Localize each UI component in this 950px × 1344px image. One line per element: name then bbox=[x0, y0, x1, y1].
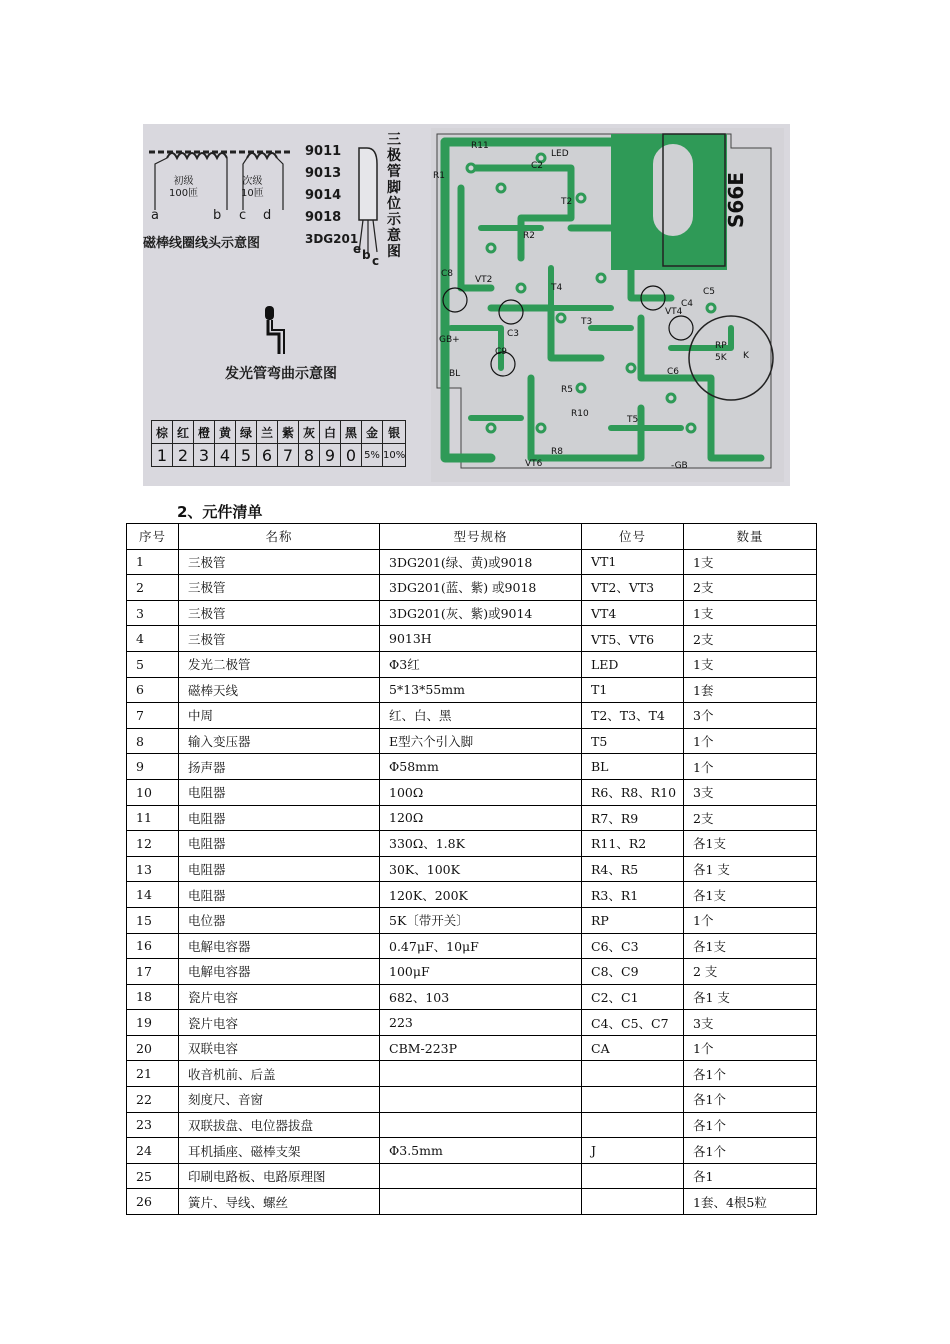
cell-spec bbox=[380, 1163, 582, 1189]
cell-name: 电阻器 bbox=[179, 831, 380, 857]
cell-name: 电阻器 bbox=[179, 779, 380, 805]
cell-quantity: 2 支 bbox=[684, 959, 817, 985]
cell-quantity: 3支 bbox=[684, 1010, 817, 1036]
cell-quantity: 各1支 bbox=[684, 933, 817, 959]
table-row bbox=[127, 549, 817, 575]
transistor-model: 9011 bbox=[305, 144, 342, 159]
cell-position: VT2、VT3 bbox=[582, 575, 684, 601]
cell-spec: 100μF bbox=[380, 959, 582, 985]
cell-position: C6、C3 bbox=[582, 933, 684, 959]
table-row bbox=[127, 933, 817, 959]
cell-spec: 9013H bbox=[380, 626, 582, 652]
cell-quantity: 1支 bbox=[684, 651, 817, 677]
transistor-pin-c: c bbox=[372, 254, 380, 268]
pcb-label: C3 bbox=[507, 329, 520, 339]
coil-pin-b: b bbox=[213, 208, 222, 223]
cell-index: 21 bbox=[127, 1061, 179, 1087]
cell-name: 电解电容器 bbox=[179, 933, 380, 959]
cell-name: 电解电容器 bbox=[179, 959, 380, 985]
cell-index: 1 bbox=[127, 549, 179, 575]
pcb-label: VT6 bbox=[525, 459, 543, 469]
transistor-pin-e: e bbox=[353, 242, 362, 256]
cell-spec: Φ3.5mm bbox=[380, 1138, 582, 1164]
cell-name: 瓷片电容 bbox=[179, 1010, 380, 1036]
cell-quantity: 3个 bbox=[684, 703, 817, 729]
cell-position: C4、C5、C7 bbox=[582, 1010, 684, 1036]
cell-index: 11 bbox=[127, 805, 179, 831]
transistor-model: 9018 bbox=[305, 210, 342, 225]
transistor-model: 9014 bbox=[305, 188, 342, 203]
table-row bbox=[127, 984, 817, 1010]
header-position: 位号 bbox=[582, 524, 684, 550]
cell-position: J bbox=[582, 1138, 684, 1164]
coil-pin-d: d bbox=[263, 208, 272, 223]
pcb-label: GB+ bbox=[439, 335, 460, 345]
cell-spec bbox=[380, 1087, 582, 1113]
cell-position: VT4 bbox=[582, 600, 684, 626]
color-name-cell: 紫 bbox=[278, 421, 299, 444]
cell-position bbox=[582, 1061, 684, 1087]
pcb-label: C2 bbox=[531, 161, 544, 171]
pcb-label: BL bbox=[449, 369, 461, 379]
pcb-label: LED bbox=[551, 149, 569, 159]
cell-position: C8、C9 bbox=[582, 959, 684, 985]
cell-index: 16 bbox=[127, 933, 179, 959]
cell-spec bbox=[380, 1061, 582, 1087]
color-value-cell: 8 bbox=[299, 444, 320, 467]
cell-position: VT1 bbox=[582, 549, 684, 575]
cell-name: 三极管 bbox=[179, 600, 380, 626]
color-value-cell: 4 bbox=[215, 444, 236, 467]
pcb-label: R10 bbox=[571, 409, 589, 419]
table-row bbox=[127, 882, 817, 908]
cell-name: 电阻器 bbox=[179, 882, 380, 908]
coil-caption: 磁棒线圈线头示意图 bbox=[143, 236, 261, 251]
color-name-cell: 绿 bbox=[236, 421, 257, 444]
header-name: 名称 bbox=[179, 524, 380, 550]
table-row bbox=[127, 1112, 817, 1138]
diagram-panel bbox=[143, 124, 428, 486]
cell-position: VT5、VT6 bbox=[582, 626, 684, 652]
cell-name: 印刷电路板、电路原理图 bbox=[179, 1163, 380, 1189]
cell-spec: Φ3红 bbox=[380, 651, 582, 677]
cell-position: RP bbox=[582, 907, 684, 933]
cell-position: R6、R8、R10 bbox=[582, 779, 684, 805]
cell-index: 17 bbox=[127, 959, 179, 985]
pcb-model: S66E bbox=[724, 172, 748, 228]
cell-index: 6 bbox=[127, 677, 179, 703]
pcb-label: C9 bbox=[495, 347, 508, 357]
color-value-cell: 5% bbox=[362, 444, 383, 467]
pcb-label: -GB bbox=[671, 461, 688, 471]
cell-index: 5 bbox=[127, 651, 179, 677]
cell-quantity: 各1个 bbox=[684, 1138, 817, 1164]
assembly-figure bbox=[143, 124, 790, 486]
cell-name: 瓷片电容 bbox=[179, 984, 380, 1010]
pcb-label: T4 bbox=[551, 283, 563, 293]
table-row bbox=[127, 1087, 817, 1113]
cell-name: 双联拔盘、电位器拔盘 bbox=[179, 1112, 380, 1138]
color-name-cell: 红 bbox=[173, 421, 194, 444]
cell-quantity: 3支 bbox=[684, 779, 817, 805]
cell-spec: 0.47μF、10μF bbox=[380, 933, 582, 959]
cell-spec: 3DG201(蓝、紫) 或9018 bbox=[380, 575, 582, 601]
table-row bbox=[127, 1189, 817, 1215]
cell-quantity: 各1支 bbox=[684, 831, 817, 857]
cell-spec: 120Ω bbox=[380, 805, 582, 831]
cell-spec: 3DG201(灰、紫)或9014 bbox=[380, 600, 582, 626]
color-value-cell: 7 bbox=[278, 444, 299, 467]
pcb-label: T3 bbox=[581, 317, 593, 327]
cell-quantity: 1套、4根5粒 bbox=[684, 1189, 817, 1215]
cell-name: 簧片、导线、螺丝 bbox=[179, 1189, 380, 1215]
table-row bbox=[127, 907, 817, 933]
color-value-cell: 1 bbox=[152, 444, 173, 467]
transistor-model: 9013 bbox=[305, 166, 342, 181]
cell-spec bbox=[380, 1112, 582, 1138]
cell-name: 磁棒天线 bbox=[179, 677, 380, 703]
table-row bbox=[127, 1061, 817, 1087]
cell-quantity: 1套 bbox=[684, 677, 817, 703]
table-row bbox=[127, 1138, 817, 1164]
cell-index: 25 bbox=[127, 1163, 179, 1189]
cell-spec: 5K〔带开关〕 bbox=[380, 907, 582, 933]
cell-position bbox=[582, 1112, 684, 1138]
cell-position bbox=[582, 1189, 684, 1215]
cell-position: T5 bbox=[582, 728, 684, 754]
cell-index: 10 bbox=[127, 779, 179, 805]
cell-index: 22 bbox=[127, 1087, 179, 1113]
cell-quantity: 1个 bbox=[684, 907, 817, 933]
cell-index: 9 bbox=[127, 754, 179, 780]
color-name-cell: 兰 bbox=[257, 421, 278, 444]
cell-index: 3 bbox=[127, 600, 179, 626]
table-row bbox=[127, 831, 817, 857]
color-name-cell: 棕 bbox=[152, 421, 173, 444]
pcb-label: R8 bbox=[551, 447, 563, 457]
cell-spec: 330Ω、1.8K bbox=[380, 831, 582, 857]
cell-position: R7、R9 bbox=[582, 805, 684, 831]
color-value-cell: 10% bbox=[383, 444, 406, 467]
cell-position bbox=[582, 1087, 684, 1113]
table-row bbox=[127, 754, 817, 780]
cell-name: 收音机前、后盖 bbox=[179, 1061, 380, 1087]
cell-spec: 30K、100K bbox=[380, 856, 582, 882]
cell-name: 中周 bbox=[179, 703, 380, 729]
led-bend-icon bbox=[259, 304, 299, 364]
coil-pin-a: a bbox=[151, 208, 159, 223]
cell-name: 输入变压器 bbox=[179, 728, 380, 754]
cell-name: 扬声器 bbox=[179, 754, 380, 780]
cell-spec: 682、103 bbox=[380, 984, 582, 1010]
cell-index: 14 bbox=[127, 882, 179, 908]
cell-quantity: 2支 bbox=[684, 626, 817, 652]
color-name-cell: 金 bbox=[362, 421, 383, 444]
cell-index: 20 bbox=[127, 1035, 179, 1061]
cell-spec: 5*13*55mm bbox=[380, 677, 582, 703]
table-row bbox=[127, 959, 817, 985]
cell-index: 4 bbox=[127, 626, 179, 652]
table-row bbox=[127, 1035, 817, 1061]
cell-quantity: 2支 bbox=[684, 575, 817, 601]
cell-spec: CBM-223P bbox=[380, 1035, 582, 1061]
cell-position: R3、R1 bbox=[582, 882, 684, 908]
cell-spec: 红、白、黑 bbox=[380, 703, 582, 729]
cell-index: 18 bbox=[127, 984, 179, 1010]
color-value-cell: 0 bbox=[341, 444, 362, 467]
led-caption: 发光管弯曲示意图 bbox=[225, 366, 337, 382]
table-row bbox=[127, 651, 817, 677]
table-row bbox=[127, 575, 817, 601]
cell-name: 电阻器 bbox=[179, 856, 380, 882]
cell-quantity: 各1个 bbox=[684, 1087, 817, 1113]
table-row bbox=[127, 1163, 817, 1189]
coil-primary-label: 初级 100匝 bbox=[169, 176, 199, 199]
cell-quantity: 各1 支 bbox=[684, 984, 817, 1010]
pcb-label: R5 bbox=[561, 385, 573, 395]
color-name-cell: 灰 bbox=[299, 421, 320, 444]
table-row bbox=[127, 779, 817, 805]
cell-name: 发光二极管 bbox=[179, 651, 380, 677]
pcb-label: R2 bbox=[523, 231, 535, 241]
cell-position: C2、C1 bbox=[582, 984, 684, 1010]
pcb-label: C6 bbox=[667, 367, 680, 377]
cell-index: 12 bbox=[127, 831, 179, 857]
cell-spec: 223 bbox=[380, 1010, 582, 1036]
cell-quantity: 2支 bbox=[684, 805, 817, 831]
cell-position: BL bbox=[582, 754, 684, 780]
cell-index: 24 bbox=[127, 1138, 179, 1164]
pcb-label: R1 bbox=[433, 171, 445, 181]
pcb-label: VT4 bbox=[665, 307, 683, 317]
color-name-cell: 黑 bbox=[341, 421, 362, 444]
cell-position: LED bbox=[582, 651, 684, 677]
cell-quantity: 各1 支 bbox=[684, 856, 817, 882]
cell-index: 23 bbox=[127, 1112, 179, 1138]
transistor-caption: 三极管脚位示意图 bbox=[387, 132, 401, 260]
color-name-cell: 银 bbox=[383, 421, 406, 444]
table-row bbox=[127, 1010, 817, 1036]
cell-name: 电阻器 bbox=[179, 805, 380, 831]
pcb-label: R11 bbox=[471, 141, 489, 151]
table-header-row bbox=[127, 524, 817, 550]
color-value-cell: 2 bbox=[173, 444, 194, 467]
cell-spec: E型六个引入脚 bbox=[380, 728, 582, 754]
cell-index: 13 bbox=[127, 856, 179, 882]
cell-quantity: 1个 bbox=[684, 1035, 817, 1061]
table-row bbox=[127, 856, 817, 882]
cell-quantity: 各1 bbox=[684, 1163, 817, 1189]
color-name-cell: 橙 bbox=[194, 421, 215, 444]
pcb-label: 5K bbox=[715, 353, 727, 363]
table-row bbox=[127, 626, 817, 652]
pcb-label: RP bbox=[715, 341, 727, 351]
cell-position: R11、R2 bbox=[582, 831, 684, 857]
section-heading: 2、元件清单 bbox=[177, 503, 263, 521]
color-value-cell: 9 bbox=[320, 444, 341, 467]
cell-spec: 120K、200K bbox=[380, 882, 582, 908]
transistor-model: 3DG201 bbox=[305, 232, 359, 246]
color-name-row bbox=[152, 421, 406, 444]
cell-name: 双联电容 bbox=[179, 1035, 380, 1061]
table-row bbox=[127, 805, 817, 831]
transistor-pin-b: b bbox=[362, 248, 371, 262]
pcb-label: C8 bbox=[441, 269, 454, 279]
cell-position: T1 bbox=[582, 677, 684, 703]
component-list-table bbox=[126, 523, 817, 1215]
table-body bbox=[127, 549, 817, 1214]
pcb-label: C4 bbox=[681, 299, 694, 309]
coil-pin-c: c bbox=[239, 208, 247, 223]
color-name-cell: 黄 bbox=[215, 421, 236, 444]
color-name-cell: 白 bbox=[320, 421, 341, 444]
cell-name: 电位器 bbox=[179, 907, 380, 933]
table-row bbox=[127, 600, 817, 626]
cell-position bbox=[582, 1163, 684, 1189]
color-code-table bbox=[151, 420, 406, 467]
cell-index: 15 bbox=[127, 907, 179, 933]
pcb-label: K bbox=[743, 351, 749, 361]
header-index: 序号 bbox=[127, 524, 179, 550]
cell-quantity: 1支 bbox=[684, 600, 817, 626]
header-quantity: 数量 bbox=[684, 524, 817, 550]
cell-quantity: 1个 bbox=[684, 728, 817, 754]
cell-position: R4、R5 bbox=[582, 856, 684, 882]
cell-quantity: 1个 bbox=[684, 754, 817, 780]
cell-index: 19 bbox=[127, 1010, 179, 1036]
cell-position: T2、T3、T4 bbox=[582, 703, 684, 729]
cell-spec: Φ58mm bbox=[380, 754, 582, 780]
cell-spec: 100Ω bbox=[380, 779, 582, 805]
pcb-label: VT2 bbox=[475, 275, 493, 285]
coil-secondary-label: 次级 10匝 bbox=[241, 176, 264, 199]
cell-quantity: 各1个 bbox=[684, 1061, 817, 1087]
cell-quantity: 1支 bbox=[684, 549, 817, 575]
cell-index: 8 bbox=[127, 728, 179, 754]
pcb-layout bbox=[431, 128, 784, 482]
cell-position: CA bbox=[582, 1035, 684, 1061]
header-spec: 型号规格 bbox=[380, 524, 582, 550]
cell-name: 耳机插座、磁棒支架 bbox=[179, 1138, 380, 1164]
pcb-label: T5 bbox=[627, 415, 639, 425]
cell-name: 刻度尺、音窗 bbox=[179, 1087, 380, 1113]
cell-name: 三极管 bbox=[179, 626, 380, 652]
table-row bbox=[127, 703, 817, 729]
pcb-label: C5 bbox=[703, 287, 716, 297]
cell-index: 2 bbox=[127, 575, 179, 601]
cell-name: 三极管 bbox=[179, 575, 380, 601]
table-row bbox=[127, 728, 817, 754]
cell-quantity: 各1支 bbox=[684, 882, 817, 908]
color-value-cell: 6 bbox=[257, 444, 278, 467]
color-value-cell: 5 bbox=[236, 444, 257, 467]
cell-spec: 3DG201(绿、黄)或9018 bbox=[380, 549, 582, 575]
table-row bbox=[127, 677, 817, 703]
cell-spec bbox=[380, 1189, 582, 1215]
cell-index: 7 bbox=[127, 703, 179, 729]
color-value-cell: 3 bbox=[194, 444, 215, 467]
pcb-label: T2 bbox=[561, 197, 573, 207]
color-value-row bbox=[152, 444, 406, 467]
cell-index: 26 bbox=[127, 1189, 179, 1215]
cell-quantity: 各1个 bbox=[684, 1112, 817, 1138]
cell-name: 三极管 bbox=[179, 549, 380, 575]
